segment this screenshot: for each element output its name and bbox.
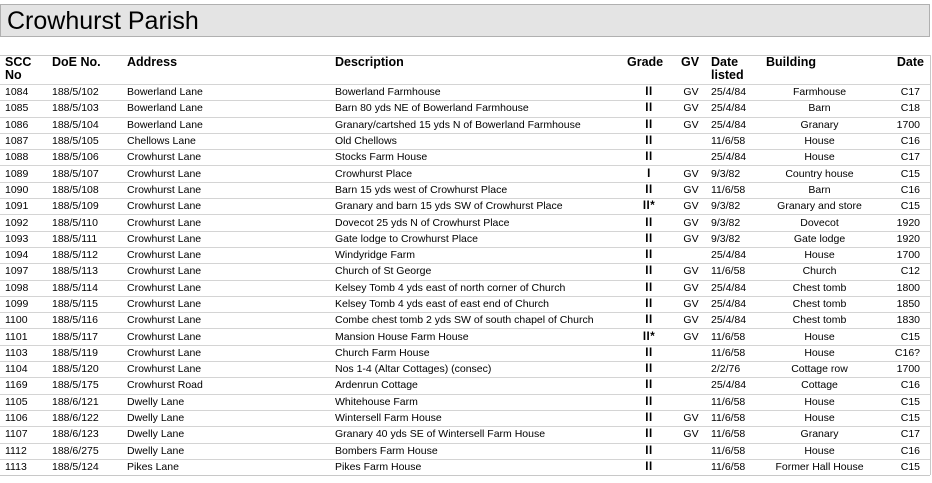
cell-gv: GV: [683, 298, 699, 310]
table-row: [0, 378, 930, 394]
header-scc: SCC No: [5, 55, 32, 82]
cell-date-listed: 11/6/58: [711, 330, 746, 343]
cell-doe-number: 188/5/102: [52, 86, 99, 99]
cell-grade: II: [645, 265, 653, 278]
cell-scc: 1094: [5, 249, 29, 262]
cell-date: C17: [900, 86, 920, 99]
cell-building: Granary: [800, 118, 839, 131]
cell-scc: 1085: [5, 102, 29, 115]
cell-doe-number: 188/5/107: [52, 167, 99, 180]
cell-building: Gate lodge: [793, 232, 846, 245]
cell-date-listed: 9/3/82: [711, 216, 741, 229]
cell-building: Granary: [800, 428, 839, 441]
cell-description: Kelsey Tomb 4 yds east of east end of Church: [335, 298, 550, 310]
table-row: [0, 280, 930, 296]
cell-grade: II: [645, 460, 653, 473]
cell-date-listed: 25/4/84: [711, 151, 747, 164]
cell-grade: II: [645, 281, 653, 294]
cell-doe-number: 188/5/112: [52, 249, 98, 262]
table-row: [0, 133, 930, 149]
cell-scc: 1089: [5, 167, 29, 180]
cell-description: Barn 15 yds west of Crowhurst Place: [335, 183, 508, 196]
cell-doe-number: 188/5/104: [52, 118, 99, 131]
cell-grade: II: [645, 102, 653, 115]
cell-date: 1700: [896, 249, 920, 262]
cell-gv: GV: [683, 118, 699, 131]
cell-address: Crowhurst Lane: [127, 151, 202, 164]
cell-address: Bowerland Lane: [127, 86, 203, 99]
table-row: [0, 101, 930, 117]
table-row: [0, 345, 930, 361]
cell-doe-number: 188/6/275: [52, 444, 99, 457]
cell-scc: 1107: [5, 428, 28, 441]
cell-address: Crowhurst Lane: [127, 167, 202, 180]
cell-scc: 1099: [5, 298, 29, 310]
cell-gv: [676, 150, 706, 166]
cell-date: 1700: [896, 363, 920, 376]
cell-description: Bowerland Farmhouse: [335, 86, 441, 99]
cell-scc: 1090: [5, 183, 29, 196]
cell-gv: [676, 443, 706, 459]
cell-gv: GV: [683, 216, 699, 229]
cell-date: C15: [900, 412, 920, 425]
cell-doe-number: 188/5/111: [52, 232, 98, 245]
table-right-border: [930, 55, 931, 475]
cell-gv: [676, 133, 706, 149]
cell-scc: 1087: [5, 135, 29, 148]
table-row: [0, 85, 930, 101]
cell-building: Barn: [808, 102, 831, 115]
cell-building: Chest tomb: [792, 281, 847, 294]
cell-address: Crowhurst Lane: [127, 200, 202, 213]
cell-date-listed: 25/4/84: [711, 281, 747, 294]
cell-date: C12: [900, 265, 920, 278]
cell-description: Wintersell Farm House: [335, 412, 442, 425]
cell-gv: GV: [683, 183, 699, 196]
cell-date-listed: 11/6/58: [711, 395, 746, 408]
cell-doe-number: 188/5/109: [52, 200, 99, 213]
header-doe: DoE No.: [52, 55, 101, 69]
cell-date-listed: 11/6/58: [711, 412, 746, 425]
cell-grade: II: [645, 232, 653, 245]
cell-scc: 1112: [5, 444, 27, 457]
cell-date: C16: [900, 183, 920, 196]
cell-building: House: [804, 395, 835, 408]
cell-building: House: [804, 346, 835, 359]
cell-gv: GV: [683, 265, 699, 278]
cell-date-listed: 25/4/84: [711, 102, 747, 115]
cell-description: Granary and barn 15 yds SW of Crowhurst Place: [335, 200, 563, 213]
cell-date: C15: [900, 460, 920, 473]
cell-description: Ardenrun Cottage: [335, 379, 418, 392]
title-bar: [0, 4, 930, 37]
cell-date-listed: 9/3/82: [711, 200, 741, 213]
cell-date: 1830: [896, 314, 920, 327]
cell-gv: [676, 378, 706, 394]
cell-description: Whitehouse Farm: [335, 395, 418, 408]
cell-scc: 1100: [5, 314, 28, 327]
cell-address: Pikes Lane: [127, 460, 179, 473]
cell-description: Stocks Farm House: [335, 151, 428, 164]
cell-date-listed: 11/6/58: [711, 183, 746, 196]
cell-gv: GV: [683, 330, 699, 343]
cell-building: Cottage row: [791, 363, 848, 376]
cell-scc: 1097: [5, 265, 29, 278]
table-row: [0, 150, 930, 166]
cell-description: Bombers Farm House: [335, 444, 438, 457]
cell-date: C16: [900, 444, 920, 457]
cell-date: 1850: [896, 298, 920, 310]
cell-date-listed: 25/4/84: [711, 118, 747, 131]
table-row: [0, 443, 930, 459]
cell-gv: GV: [683, 167, 699, 180]
cell-address: Crowhurst Lane: [127, 330, 202, 343]
cell-address: Crowhurst Lane: [127, 265, 202, 278]
cell-date: 1920: [896, 232, 920, 245]
cell-description: Pikes Farm House: [335, 460, 422, 473]
header-gv: GV: [681, 55, 700, 69]
cell-address: Crowhurst Lane: [127, 314, 202, 327]
cell-address: Crowhurst Lane: [127, 183, 202, 196]
cell-date-listed: 25/4/84: [711, 86, 747, 99]
header-address: Address: [127, 55, 178, 69]
table-row: [0, 313, 930, 329]
cell-grade: II: [645, 379, 653, 392]
cell-scc: 1105: [5, 395, 28, 408]
cell-address: Crowhurst Lane: [127, 216, 202, 229]
cell-description: Mansion House Farm House: [335, 330, 469, 343]
cell-building: Farmhouse: [792, 86, 847, 99]
cell-address: Crowhurst Lane: [127, 346, 202, 359]
cell-date-listed: 9/3/82: [711, 232, 741, 245]
table-row: [0, 362, 930, 378]
cell-gv: GV: [683, 200, 699, 213]
cell-grade: II: [645, 363, 653, 376]
cell-grade: II*: [642, 330, 656, 343]
cell-address: Dwelly Lane: [127, 412, 185, 425]
cell-building: Dovecot: [800, 216, 839, 229]
cell-doe-number: 188/6/123: [52, 428, 99, 441]
cell-gv: GV: [683, 412, 699, 425]
cell-address: Crowhurst Lane: [127, 249, 202, 262]
cell-doe-number: 188/5/119: [52, 346, 98, 359]
table-row: [0, 215, 930, 231]
cell-building: Cottage: [801, 379, 838, 392]
cell-date: C15: [900, 395, 920, 408]
cell-date: 1700: [896, 118, 920, 131]
table-row: [0, 166, 930, 182]
cell-date-listed: 11/6/58: [711, 265, 746, 278]
cell-grade: II: [645, 151, 653, 164]
cell-description: Dovecot 25 yds N of Crowhurst Place: [335, 216, 510, 229]
cell-gv: GV: [683, 232, 699, 245]
cell-date-listed: 25/4/84: [711, 379, 747, 392]
table-row: [0, 117, 930, 133]
cell-date: 1920: [896, 216, 920, 229]
cell-description: Combe chest tomb 2 yds SW of south chapel of Church: [335, 314, 594, 327]
cell-scc: 1103: [5, 346, 28, 359]
cell-address: Dwelly Lane: [127, 444, 185, 457]
cell-doe-number: 188/5/105: [52, 135, 99, 148]
cell-gv: GV: [683, 102, 699, 115]
header-building: Building: [766, 55, 816, 69]
cell-scc: 1091: [5, 200, 29, 213]
cell-address: Crowhurst Lane: [127, 232, 202, 245]
cell-grade: II: [645, 216, 653, 229]
cell-date: C15: [900, 330, 920, 343]
cell-building: House: [804, 412, 835, 425]
cell-scc: 1088: [5, 151, 29, 164]
table-row: [0, 231, 930, 247]
cell-date: C16?: [894, 346, 920, 359]
cell-gv: GV: [683, 314, 699, 327]
cell-doe-number: 188/5/117: [52, 330, 98, 343]
table-row: [0, 459, 930, 475]
listed-buildings-table: [0, 55, 930, 476]
cell-description: Granary 40 yds SE of Wintersell Farm House: [335, 428, 546, 441]
cell-building: House: [804, 151, 835, 164]
cell-date: C15: [900, 167, 920, 180]
cell-doe-number: 188/6/121: [52, 395, 99, 408]
cell-date-listed: 9/3/82: [711, 167, 741, 180]
cell-doe-number: 188/5/115: [52, 298, 98, 310]
cell-description: Nos 1-4 (Altar Cottages) (consec): [335, 363, 492, 376]
header-date-listed: Date listed: [711, 55, 744, 82]
cell-description: Old Chellows: [335, 135, 397, 148]
table-row: [0, 329, 930, 345]
cell-doe-number: 188/5/106: [52, 151, 99, 164]
cell-date: C17: [900, 428, 920, 441]
cell-scc: 1101: [5, 330, 28, 343]
cell-grade: II: [645, 412, 653, 425]
cell-doe-number: 188/5/108: [52, 183, 99, 196]
cell-building: Church: [802, 265, 837, 278]
cell-building: Country house: [785, 167, 854, 180]
table-row: [0, 427, 930, 443]
page-title: Crowhurst Parish: [7, 7, 199, 35]
cell-description: Granary/cartshed 15 yds N of Bowerland Farmhouse: [335, 118, 581, 131]
cell-date-listed: 11/6/58: [711, 135, 746, 148]
cell-scc: 1092: [5, 216, 29, 229]
cell-description: Kelsey Tomb 4 yds east of north corner of Church: [335, 281, 566, 294]
cell-grade: II: [645, 86, 653, 99]
cell-date: C16: [900, 379, 920, 392]
cell-grade: II: [645, 395, 653, 408]
cell-grade: II: [645, 298, 653, 310]
cell-gv: [676, 345, 706, 361]
cell-grade: II: [645, 444, 653, 457]
cell-doe-number: 188/5/113: [52, 265, 98, 278]
cell-date-listed: 2/2/76: [711, 363, 741, 376]
header-description: Description: [335, 55, 404, 69]
cell-doe-number: 188/5/114: [52, 281, 98, 294]
cell-date: C16: [900, 135, 920, 148]
cell-doe-number: 188/5/175: [52, 379, 99, 392]
cell-doe-number: 188/5/116: [52, 314, 98, 327]
cell-date: 1800: [896, 281, 920, 294]
cell-scc: 1106: [5, 412, 28, 425]
cell-doe-number: 188/5/120: [52, 363, 99, 376]
table-body: [0, 85, 930, 476]
cell-grade: II: [645, 428, 653, 441]
cell-grade: I: [647, 167, 651, 180]
cell-building: Barn: [808, 183, 831, 196]
cell-address: Crowhurst Lane: [127, 363, 202, 376]
cell-date: C15: [900, 200, 920, 213]
cell-address: Dwelly Lane: [127, 428, 185, 441]
cell-scc: 1104: [5, 363, 28, 376]
cell-address: Bowerland Lane: [127, 102, 203, 115]
cell-address: Chellows Lane: [127, 135, 196, 148]
cell-address: Crowhurst Lane: [127, 298, 202, 310]
cell-gv: [676, 394, 706, 410]
table-row: [0, 264, 930, 280]
cell-gv: GV: [683, 281, 699, 294]
cell-doe-number: 188/5/110: [52, 216, 98, 229]
cell-date-listed: 25/4/84: [711, 314, 747, 327]
cell-address: Bowerland Lane: [127, 118, 203, 131]
cell-building: House: [804, 444, 835, 457]
cell-date-listed: 25/4/84: [711, 249, 747, 262]
cell-building: House: [804, 330, 835, 343]
table-row: [0, 199, 930, 215]
header-row: [0, 56, 930, 85]
cell-grade: II*: [642, 200, 656, 213]
header-date: Date: [896, 55, 924, 69]
cell-address: Dwelly Lane: [127, 395, 185, 408]
cell-building: House: [804, 135, 835, 148]
cell-grade: II: [645, 135, 653, 148]
cell-grade: II: [645, 346, 653, 359]
cell-grade: II: [645, 249, 653, 262]
cell-building: Chest tomb: [792, 298, 847, 310]
cell-scc: 1169: [5, 379, 28, 392]
cell-address: Crowhurst Road: [127, 379, 203, 392]
cell-address: Crowhurst Lane: [127, 281, 202, 294]
table-row: [0, 182, 930, 198]
cell-gv: [676, 247, 706, 263]
cell-grade: II: [645, 183, 653, 196]
cell-building: Former Hall House: [775, 460, 864, 473]
table-row: [0, 247, 930, 263]
cell-scc: 1098: [5, 281, 29, 294]
cell-description: Church of St George: [335, 265, 432, 278]
cell-scc: 1086: [5, 118, 29, 131]
cell-date-listed: 11/6/58: [711, 428, 746, 441]
cell-description: Church Farm House: [335, 346, 430, 359]
cell-date-listed: 25/4/84: [711, 298, 747, 310]
table-row: [0, 410, 930, 426]
table-row: [0, 296, 930, 312]
cell-scc: 1084: [5, 86, 29, 99]
cell-doe-number: 188/5/103: [52, 102, 99, 115]
cell-gv: [676, 459, 706, 475]
cell-description: Crowhurst Place: [335, 167, 413, 180]
cell-description: Barn 80 yds NE of Bowerland Farmhouse: [335, 102, 529, 115]
cell-grade: II: [645, 118, 653, 131]
cell-date: C17: [900, 151, 920, 164]
cell-date: C18: [900, 102, 920, 115]
cell-date-listed: 11/6/58: [711, 444, 746, 457]
cell-doe-number: 188/6/122: [52, 412, 99, 425]
cell-scc: 1113: [5, 460, 27, 473]
cell-building: House: [804, 249, 835, 262]
cell-gv: GV: [683, 428, 699, 441]
cell-date-listed: 11/6/58: [711, 346, 746, 359]
table-row: [0, 394, 930, 410]
cell-gv: [676, 362, 706, 378]
header-grade: Grade: [627, 55, 664, 69]
cell-scc: 1093: [5, 232, 29, 245]
cell-building: Granary and store: [777, 200, 862, 213]
cell-date-listed: 11/6/58: [711, 460, 746, 473]
cell-description: Windyridge Farm: [335, 249, 415, 262]
cell-gv: GV: [683, 86, 699, 99]
cell-description: Gate lodge to Crowhurst Place: [335, 232, 478, 245]
cell-doe-number: 188/5/124: [52, 460, 99, 473]
cell-building: Chest tomb: [792, 314, 847, 327]
cell-grade: II: [645, 314, 653, 327]
